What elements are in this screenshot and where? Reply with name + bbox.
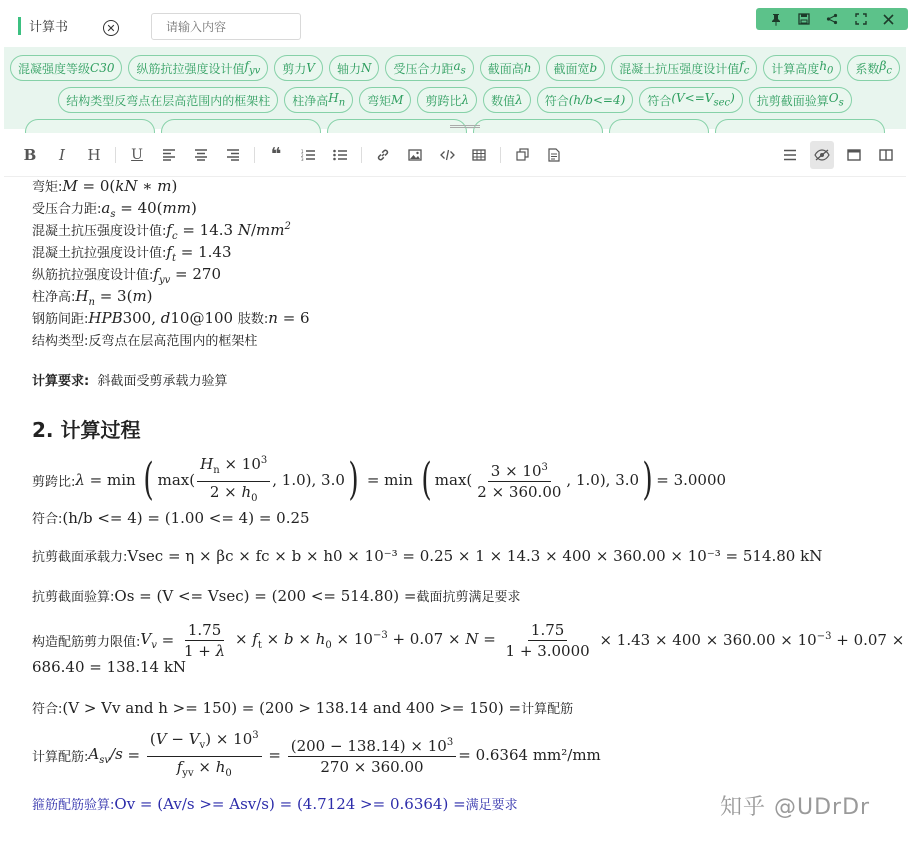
param-label: 混凝土抗压强度设计值: xyxy=(32,224,167,239)
search-input[interactable] xyxy=(151,13,301,40)
param-line xyxy=(32,242,232,264)
os-line xyxy=(32,586,520,605)
step-result: 计算配筋 xyxy=(521,702,574,717)
tag-section-height[interactable]: 截面高 h xyxy=(480,55,540,81)
requirement-label: 计算要求: xyxy=(32,374,90,389)
copy-icon[interactable] xyxy=(510,141,534,169)
param-line xyxy=(32,220,291,242)
step-result: = 3.0000 xyxy=(656,471,727,489)
align-right-icon[interactable] xyxy=(221,141,245,169)
step-expr: Os = (V <= Vsec) = (200 <= 514.80) = xyxy=(114,587,417,605)
unordered-list-icon[interactable] xyxy=(328,141,352,169)
tag-h0[interactable]: 计算高度 $h_0$ xyxy=(763,55,841,81)
param-value: 反弯点在层高范围内的框架柱 xyxy=(88,334,258,349)
step-result: 686.40 = 138.14 kN xyxy=(32,658,187,676)
param-line xyxy=(32,330,257,349)
lambda-line xyxy=(32,450,726,510)
fraction: $\frac{(V - V_v) \times 10^3}{f_{yv} \times h_0}$ xyxy=(147,726,262,784)
pin-icon[interactable] xyxy=(770,13,782,26)
preview-icon[interactable] xyxy=(810,141,834,169)
param-value: $f_t$ xyxy=(166,243,176,264)
top-bar xyxy=(0,0,909,48)
param-value: ) xyxy=(190,199,197,217)
step-expr: = min xyxy=(84,471,141,489)
param-label: 纵筋抗拉强度设计值: xyxy=(32,268,154,283)
param-value: / xyxy=(250,221,257,239)
param-value: ∗ xyxy=(137,177,158,195)
tag-fc[interactable]: 混凝土抗压强度设计值 $f_c$ xyxy=(611,55,757,81)
italic-icon[interactable]: I xyxy=(59,145,65,164)
param-value: $H_n$ xyxy=(75,287,95,308)
step-expr: = min xyxy=(362,471,418,489)
param-value: = 270 xyxy=(170,265,222,283)
toolbar-divider xyxy=(361,147,362,163)
tag-fyv[interactable]: 纵筋抗拉强度设计值 $f_{yv}$ xyxy=(128,55,268,81)
tag-row-2 xyxy=(4,87,906,113)
step-label: 构造配筋剪力限值: xyxy=(32,634,141,650)
page-title: 计算书 xyxy=(29,20,69,35)
document-preview xyxy=(32,172,905,844)
param-line xyxy=(32,176,177,195)
param-value: m xyxy=(157,177,172,195)
variable-tag-panel xyxy=(4,47,906,129)
param-value: = 3( xyxy=(94,287,133,305)
paren: ) xyxy=(642,454,653,505)
param-value: = 14.3 xyxy=(177,221,238,239)
param-value: m xyxy=(132,287,147,305)
param-value: = 1.43 xyxy=(175,243,232,261)
param-label: 弯矩: xyxy=(32,180,63,195)
param-value: = 6 xyxy=(277,309,310,327)
step-expr: (h/b <= 4) = (1.00 <= 4) = 0.25 xyxy=(62,509,310,527)
section-title: 2. 计算过程 xyxy=(32,418,141,442)
param-value: d xyxy=(160,309,171,327)
tag-check-vsec[interactable]: 符合 $(V<=V_{sec})$ xyxy=(639,87,742,113)
close-icon[interactable] xyxy=(883,14,894,25)
underline-icon[interactable]: U xyxy=(131,146,143,163)
svg-text:3: 3 xyxy=(301,156,304,162)
vsec-line xyxy=(32,546,822,565)
fraction: $\frac{1.75}{1 + \lambda}$ xyxy=(184,620,226,660)
title-area xyxy=(18,16,68,35)
param-line xyxy=(32,308,310,327)
fraction: $\frac{H_n \times 10^3}{2 \times h_0}$ xyxy=(197,451,270,509)
requirement-line xyxy=(32,370,227,389)
top-action-bar xyxy=(756,8,908,30)
svg-text:2: 2 xyxy=(301,152,304,158)
tag-shear-v[interactable]: 剪力 V xyxy=(274,55,323,81)
tag-structure-type[interactable]: 结构类型反弯点在层高范围内的框架柱 xyxy=(58,87,278,113)
paren: ( xyxy=(143,454,155,505)
param-value: $f_c$ xyxy=(166,221,178,242)
fraction: $\frac{3 \times 10^3}{2 \times 360.00}$ xyxy=(474,458,564,502)
step-expr: Vsec = η × βc × fc × b × h0 × 10⁻³ = 0.25 × 1 × 14.3 × 400 × 360.00 × 10⁻³ = 514.80 kN xyxy=(127,547,823,565)
step-label: 计算配筋: xyxy=(32,749,89,765)
document-icon[interactable] xyxy=(542,141,566,169)
toolbar-right-group xyxy=(774,141,906,169)
step-expr: (V > Vv and h >= 150) = (200 > 138.14 and 400 >= 150) = xyxy=(62,699,522,717)
param-value: N xyxy=(237,221,251,239)
param-value: M xyxy=(62,177,78,195)
param-value: $mm^2$ xyxy=(256,221,291,239)
param-value: 肢数: xyxy=(237,312,269,327)
param-line xyxy=(32,264,221,286)
param-value: $a_s$ xyxy=(101,199,116,220)
param-label: 受压合力距: xyxy=(32,202,102,217)
toolbar-divider xyxy=(115,147,116,163)
menu-icon[interactable] xyxy=(778,141,802,169)
link-icon[interactable] xyxy=(371,141,395,169)
step-expr: $A_{sv}/s$ xyxy=(88,744,123,766)
image-icon[interactable] xyxy=(403,141,427,169)
param-line xyxy=(32,286,153,308)
step-expr: = xyxy=(156,631,179,649)
param-value: HPB xyxy=(88,309,123,327)
param-label: 混凝土抗拉强度设计值: xyxy=(32,246,167,261)
resize-handle[interactable] xyxy=(450,125,480,128)
step-label: 抗剪截面承载力: xyxy=(32,550,128,565)
step-expr: = xyxy=(263,746,286,764)
step-result: 满足要求 xyxy=(465,798,518,813)
quote-icon[interactable]: ❝ xyxy=(270,144,282,165)
step-label: 符合: xyxy=(32,702,63,717)
tag-axial-n[interactable]: 轴力 N xyxy=(329,55,380,81)
watermark: 知乎 @UDrDr xyxy=(720,795,871,820)
toolbar-divider xyxy=(254,147,255,163)
tag-check-hb[interactable]: 符合 (h/b<=4) xyxy=(537,87,634,113)
paren: ) xyxy=(348,454,359,505)
step-expr: × $f_t \times b \times h_0 \times 10^{-3} + 0.07 \times N$ = xyxy=(230,629,501,651)
param-value: n xyxy=(268,309,278,327)
param-label: 柱净高: xyxy=(32,290,76,305)
tag-hn[interactable]: 柱净高 $H_n$ xyxy=(284,87,353,113)
tag-concrete-grade[interactable]: 混凝强度等级 C30 xyxy=(10,55,122,81)
param-value: 300, xyxy=(122,309,161,327)
check-line xyxy=(32,698,573,717)
align-left-icon[interactable] xyxy=(157,141,181,169)
step-expr: λ xyxy=(75,471,85,489)
ov-line xyxy=(32,794,518,813)
fullscreen-editor-icon[interactable] xyxy=(842,141,866,169)
param-value: $f_{yv}$ xyxy=(153,265,171,286)
step-expr: max( xyxy=(157,471,196,489)
tag-row-1 xyxy=(4,55,906,81)
title-accent-bar xyxy=(18,17,21,35)
save-icon[interactable] xyxy=(798,13,810,25)
tag-moment-m[interactable]: 弯矩 M xyxy=(359,87,411,113)
step-expr: = xyxy=(122,746,145,764)
toolbar-divider xyxy=(500,147,501,163)
share-icon[interactable] xyxy=(826,13,838,25)
step-expr: $V_v$ xyxy=(140,629,157,651)
asv-line xyxy=(32,732,601,778)
fullscreen-icon[interactable] xyxy=(855,13,867,25)
param-value: = 40( xyxy=(115,199,163,217)
param-label: 钢筋间距: xyxy=(32,312,89,327)
vv-line-cont xyxy=(32,658,186,676)
requirement-value: 斜截面受剪承载力验算 xyxy=(97,374,228,389)
step-expr: , 1.0), 3.0 xyxy=(566,471,640,489)
step-result: = 0.6364 mm²/mm xyxy=(458,746,601,764)
heading-icon[interactable]: H xyxy=(87,145,101,164)
param-value: = 0( xyxy=(77,177,116,195)
code-icon[interactable] xyxy=(435,141,459,169)
table-icon[interactable] xyxy=(467,141,491,169)
tag-os[interactable]: 抗剪截面验算 $O_s$ xyxy=(749,87,852,113)
param-line xyxy=(32,198,197,220)
param-value: mm xyxy=(162,199,191,217)
step-expr: × $1.43 \times 400 \times 360.00 \times 10^{-3} + 0.07$ × xyxy=(594,631,905,649)
tag-beta-c[interactable]: 系数 $\beta_c$ xyxy=(847,55,900,81)
tag-section-width[interactable]: 截面宽 b xyxy=(546,55,606,81)
param-value: ) xyxy=(171,177,178,195)
param-value: ) xyxy=(146,287,153,305)
svg-text:1: 1 xyxy=(301,148,304,154)
step-label: 符合: xyxy=(32,512,63,527)
split-view-icon[interactable] xyxy=(874,141,898,169)
param-value: kN xyxy=(115,177,138,195)
step-result: 截面抗剪满足要求 xyxy=(416,590,521,605)
align-center-icon[interactable] xyxy=(189,141,213,169)
bold-icon[interactable]: B xyxy=(23,145,37,164)
step-label: 剪跨比: xyxy=(32,474,76,490)
tag-lambda-value[interactable]: 数值 λ xyxy=(483,87,531,113)
ordered-list-icon[interactable] xyxy=(296,141,320,169)
editor-toolbar xyxy=(4,133,906,177)
paren: ( xyxy=(421,454,432,505)
step-expr: Ov = (Av/s >= Asv/s) = (4.7124 >= 0.6364) = xyxy=(114,795,466,813)
vv-line xyxy=(32,618,904,662)
step-expr: max( xyxy=(434,471,473,489)
close-circle-icon[interactable]: ✕ xyxy=(103,20,119,36)
fraction: $\frac{1.75}{1 + 3.0000}$ xyxy=(505,620,590,660)
check-line xyxy=(32,508,310,527)
step-label: 箍筋配筋验算: xyxy=(32,798,115,813)
step-expr: , 1.0), 3.0 xyxy=(272,471,345,489)
param-value: 10@100 xyxy=(170,309,238,327)
step-label: 抗剪截面验算: xyxy=(32,590,115,605)
param-label: 结构类型: xyxy=(32,334,89,349)
tag-as[interactable]: 受压合力距 $a_s$ xyxy=(385,55,473,81)
tag-shear-span-ratio[interactable]: 剪跨比 λ xyxy=(417,87,477,113)
fraction: $\frac{(200 - 138.14) \times 10^3}{270 \times 360.00}$ xyxy=(288,733,457,777)
